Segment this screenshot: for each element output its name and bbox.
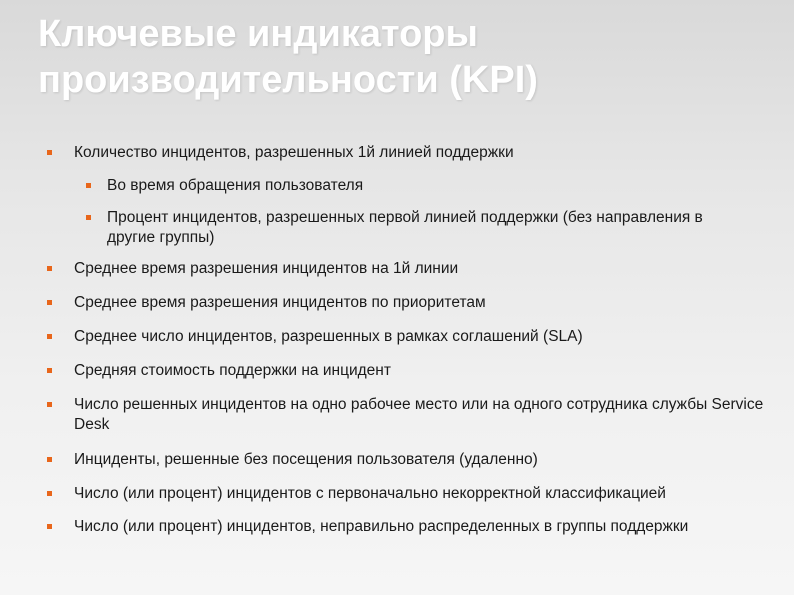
bullet-square-icon [47, 334, 52, 339]
bullet-square-icon [47, 491, 52, 496]
bullet-text: Среднее время разрешения инцидентов по приоритетам [74, 294, 486, 311]
bullet-item [74, 327, 764, 347]
bullet-square-icon [47, 524, 52, 529]
bullet-text: Число (или процент) инцидентов, неправильно распределенных в группы поддержки [74, 518, 689, 535]
bullet-item [74, 517, 764, 537]
bullet-square-icon [47, 300, 52, 305]
bullet-square-icon [47, 368, 52, 373]
bullet-item [74, 361, 764, 381]
bullet-text: Количество инцидентов, разрешенных 1й линией поддержки [74, 144, 514, 161]
bullet-square-icon [47, 150, 52, 155]
bullet-text: Средняя стоимость поддержки на инцидент [74, 362, 391, 379]
bullet-text: Во время обращения пользователя [107, 177, 364, 194]
sub-bullet-item [107, 176, 707, 196]
bullet-item [74, 293, 764, 313]
bullet-square-icon [47, 402, 52, 407]
bullet-square-icon [86, 183, 91, 188]
bullet-square-icon [47, 266, 52, 271]
bullet-text: Инциденты, решенные без посещения пользователя (удаленно) [74, 451, 538, 468]
bullet-item [74, 450, 764, 470]
bullet-square-icon [47, 457, 52, 462]
bullet-item [74, 259, 764, 279]
bullet-item [74, 143, 764, 163]
bullet-item [74, 395, 764, 435]
sub-bullet-item [107, 208, 707, 248]
bullet-text: Среднее число инцидентов, разрешенных в рамках соглашений (SLA) [74, 328, 583, 345]
slide-title: Ключевые индикаторы производительности (KPI) [38, 13, 538, 101]
bullet-text: Число (или процент) инцидентов с первоначально некорректной классификацией [74, 485, 666, 502]
bullet-text: Среднее время разрешения инцидентов на 1й линии [74, 260, 459, 277]
bullet-item [74, 484, 764, 504]
bullet-square-icon [86, 215, 91, 220]
bullet-text: Число решенных инцидентов на одно рабочее место или на одного сотрудника службы Service Desk [74, 396, 764, 433]
bullet-text: Процент инцидентов, разрешенных первой линией поддержки (без направления в другие группы) [107, 209, 703, 246]
